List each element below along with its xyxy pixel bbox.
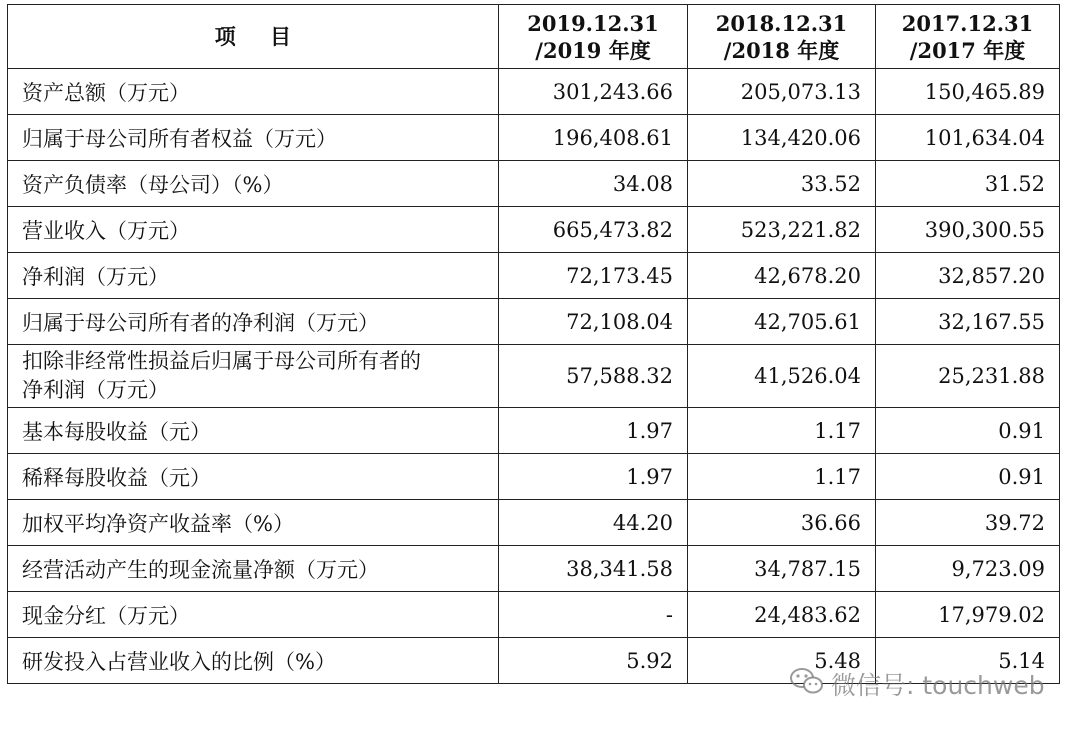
cell-2017: 25,231.88 <box>876 345 1060 408</box>
cell-2019: 38,341.58 <box>499 546 688 592</box>
header-col-2017-year: /2017 年度 <box>909 37 1026 63</box>
table-row <box>8 207 1060 253</box>
row-label: 加权平均净资产收益率（%） <box>8 500 499 546</box>
cell-2018: 33.52 <box>688 161 876 207</box>
cell-2017: 390,300.55 <box>876 207 1060 253</box>
table-row <box>8 408 1060 454</box>
cell-2017: 150,465.89 <box>876 69 1060 115</box>
table-row <box>8 161 1060 207</box>
table-row <box>8 299 1060 345</box>
wechat-watermark <box>789 663 1045 705</box>
wechat-icon <box>789 666 831 702</box>
cell-2017: 32,167.55 <box>876 299 1060 345</box>
header-col-2017 <box>876 5 1060 69</box>
row-label: 资产总额（万元） <box>8 69 499 115</box>
cell-2018: 42,705.61 <box>688 299 876 345</box>
header-item <box>8 5 499 69</box>
header-item-char-2: 目 <box>270 24 292 49</box>
table-header <box>8 5 1060 69</box>
cell-2018: 41,526.04 <box>688 345 876 408</box>
financial-summary-sheet <box>7 4 1060 684</box>
cell-2018: 42,678.20 <box>688 253 876 299</box>
cell-2017: 31.52 <box>876 161 1060 207</box>
cell-2019: 5.92 <box>499 638 688 684</box>
cell-2017: 101,634.04 <box>876 115 1060 161</box>
header-item-char-1: 项 <box>214 24 236 49</box>
header-col-2019-year: /2019 年度 <box>535 37 651 63</box>
row-label: 稀释每股收益（元） <box>8 454 499 500</box>
cell-2019: 72,108.04 <box>499 299 688 345</box>
cell-2019: 57,588.32 <box>499 345 688 408</box>
row-label: 归属于母公司所有者的净利润（万元） <box>8 299 499 345</box>
table-body <box>8 69 1060 684</box>
cell-2018: 1.17 <box>688 408 876 454</box>
row-label: 基本每股收益（元） <box>8 408 499 454</box>
cell-2018: 34,787.15 <box>688 546 876 592</box>
header-row <box>8 5 1060 69</box>
cell-2018: 523,221.82 <box>688 207 876 253</box>
row-label-line-2: 净利润（万元） <box>22 378 169 402</box>
header-col-2017-date: 2017.12.31 <box>901 10 1034 36</box>
cell-2018: 205,073.13 <box>688 69 876 115</box>
header-col-2019 <box>499 5 688 69</box>
cell-2019: 34.08 <box>499 161 688 207</box>
table-row <box>8 115 1060 161</box>
cell-2019: 301,243.66 <box>499 69 688 115</box>
table-row <box>8 345 1060 408</box>
cell-2019: 1.97 <box>499 408 688 454</box>
cell-2017: 9,723.09 <box>876 546 1060 592</box>
cell-2019: 665,473.82 <box>499 207 688 253</box>
row-label: 经营活动产生的现金流量净额（万元） <box>8 546 499 592</box>
cell-2019: 196,408.61 <box>499 115 688 161</box>
row-label: 资产负债率（母公司）（%） <box>8 161 499 207</box>
watermark-text: 微信号: touchweb <box>831 671 1045 700</box>
cell-2018: 5.48 <box>688 638 876 684</box>
table-row <box>8 592 1060 638</box>
row-label: 营业收入（万元） <box>8 207 499 253</box>
row-label: 归属于母公司所有者权益（万元） <box>8 115 499 161</box>
cell-2019: 72,173.45 <box>499 253 688 299</box>
table-row <box>8 454 1060 500</box>
header-col-2019-date: 2019.12.31 <box>527 10 659 36</box>
table-row <box>8 253 1060 299</box>
cell-2017: 0.91 <box>876 454 1060 500</box>
row-label: 现金分红（万元） <box>8 592 499 638</box>
header-col-2018-year: /2018 年度 <box>723 37 840 63</box>
table-row <box>8 500 1060 546</box>
header-col-2018-date: 2018.12.31 <box>715 10 848 36</box>
table-row <box>8 546 1060 592</box>
cell-2018: 24,483.62 <box>688 592 876 638</box>
cell-2018: 36.66 <box>688 500 876 546</box>
table-row <box>8 69 1060 115</box>
financial-summary-table <box>7 4 1060 684</box>
cell-2017: 0.91 <box>876 408 1060 454</box>
row-label: 净利润（万元） <box>8 253 499 299</box>
cell-2018: 134,420.06 <box>688 115 876 161</box>
header-col-2018 <box>688 5 876 69</box>
cell-2017: 17,979.02 <box>876 592 1060 638</box>
row-label-line-1: 扣除非经常性损益后归属于母公司所有者的 <box>22 349 421 373</box>
cell-2019: 44.20 <box>499 500 688 546</box>
cell-2017: 32,857.20 <box>876 253 1060 299</box>
cell-2019: 1.97 <box>499 454 688 500</box>
row-label: 研发投入占营业收入的比例（%） <box>8 638 499 684</box>
cell-2019: - <box>499 592 688 638</box>
cell-2018: 1.17 <box>688 454 876 500</box>
row-label <box>8 345 499 408</box>
cell-2017: 39.72 <box>876 500 1060 546</box>
cell-2017: 5.14 <box>876 638 1060 684</box>
